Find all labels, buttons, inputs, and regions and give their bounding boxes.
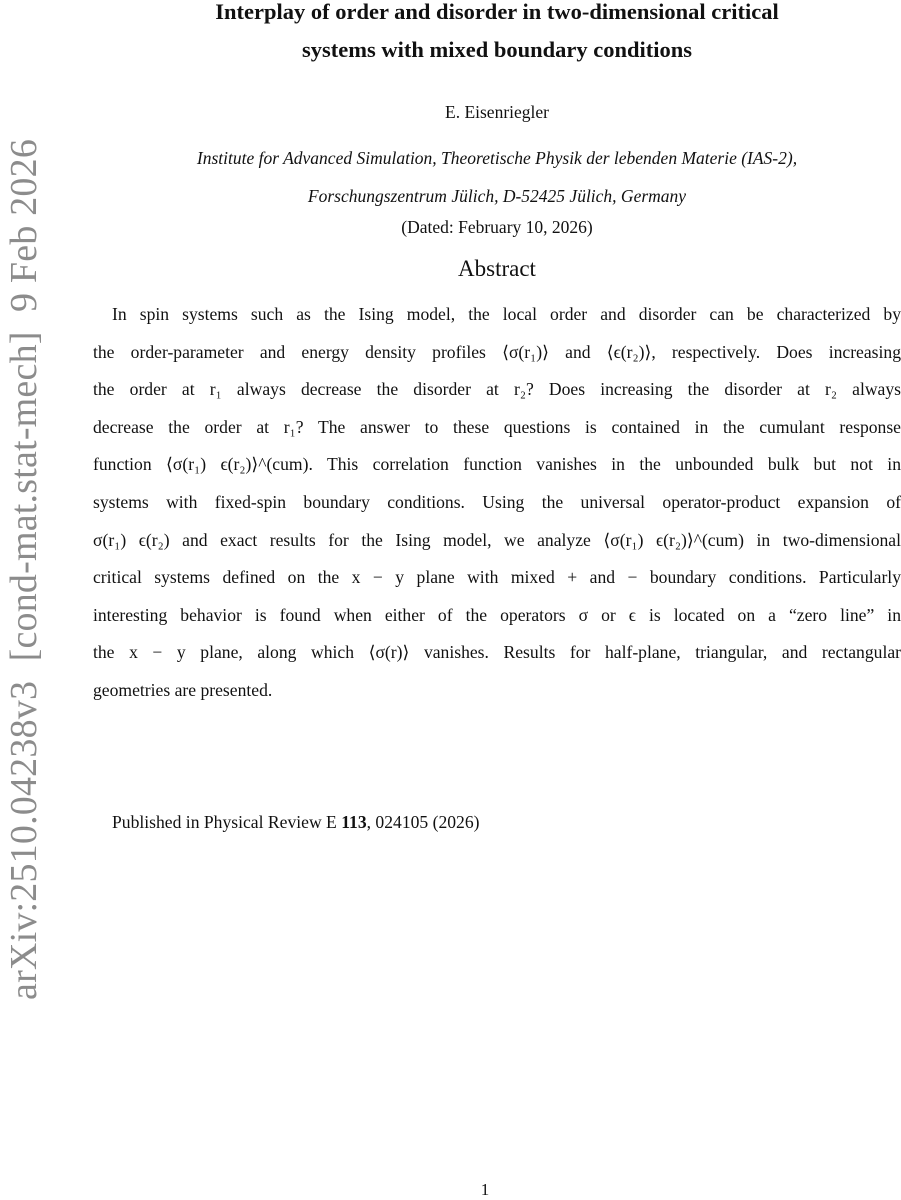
abstract-body [93,296,901,710]
title-line-1: Interplay of order and disorder in two-dimensional critical [215,0,779,24]
abstract-line: the order at r₁ always decrease the disorder at r₂? Does increasing the disorder at r₂ always [93,379,901,400]
dated-line: (Dated: February 10, 2026) [401,217,593,237]
abstract-line: interesting behavior is found when either of the operators σ or ϵ is located on a “zero line” in [93,604,901,625]
abstract-line: function ⟨σ(r₁) ϵ(r₂)⟩^(cum). This correlation function vanishes in the unbounded bulk but not in [93,454,901,475]
affiliation-line-1: Institute for Advanced Simulation, Theoretische Physik der lebenden Materie (IAS-2), [196,148,798,168]
arxiv-date: 9 Feb 2026 [3,138,45,312]
abstract-line: the order-parameter and energy density profiles ⟨σ(r₁)⟩ and ⟨ϵ(r₂)⟩, respectively. Does increasing [93,341,901,362]
abstract-line: the x − y plane, along which ⟨σ(r)⟩ vanishes. Results for half-plane, triangular, and rectangular [93,642,901,663]
publication-volume: 113 [341,812,367,832]
page-number: 1 [480,1180,490,1199]
abstract-line: geometries are presented. [93,679,273,700]
arxiv-category: [cond-mat.stat-mech] [3,331,45,662]
arxiv-sidebar-stamp [2,138,46,1000]
abstract-line: In spin systems such as the Ising model, the local order and disorder can be characterized by [112,304,901,324]
abstract-line: decrease the order at r₁? The answer to these questions is contained in the cumulant response [93,416,901,437]
affiliation-line-2: Forschungszentrum Jülich, D-52425 Jülich, Germany [307,185,687,206]
title-line-2: systems with mixed boundary conditions [301,36,693,62]
paper-title [93,0,901,68]
publication-article: , 024105 (2026) [366,812,480,832]
publication-note [112,812,480,833]
arxiv-id: arXiv:2510.04238v3 [3,680,45,1000]
abstract-line: critical systems defined on the x − y plane with mixed + and − boundary conditions. Particularly [93,567,901,588]
abstract-line: σ(r₁) ϵ(r₂) and exact results for the Ising model, we analyze ⟨σ(r₁) ϵ(r₂)⟩^(cum) in two-dimensional [93,529,901,550]
abstract-line: systems with fixed-spin boundary conditions. Using the universal operator-product expansion of [93,491,901,512]
affiliation [93,140,901,215]
publication-journal: Published in Physical Review E [112,812,337,832]
author-name: E. Eisenriegler [445,102,549,122]
abstract-heading: Abstract [458,256,536,281]
